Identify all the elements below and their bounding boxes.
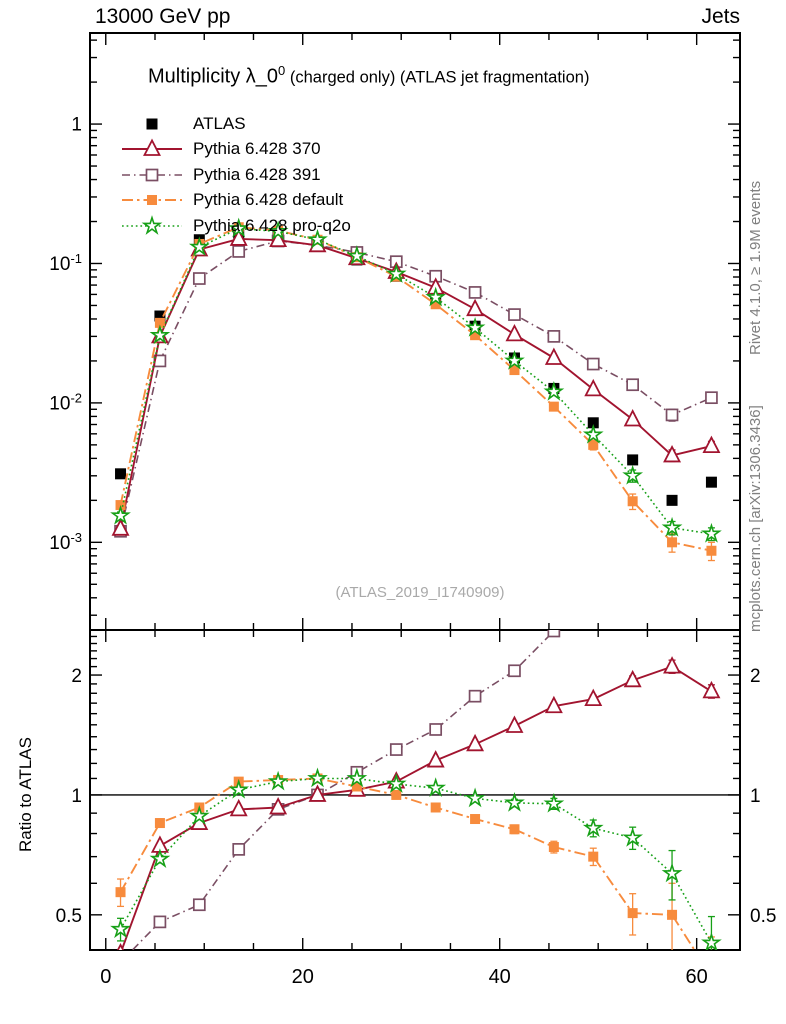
plot-title [148,63,589,89]
marker-p391 [509,665,520,676]
marker-pdef [431,802,441,812]
marker-p391 [588,359,599,370]
legend-sample-marker-pq2o [144,217,160,232]
marker-pq2o [467,790,483,805]
marker-pdef [667,537,677,547]
legend [120,111,351,239]
marker-p391 [194,273,205,284]
spectrum-y-tick-label [49,390,82,414]
line-p370-ratio [121,667,712,954]
legend-marker-pythia-391 [120,164,184,186]
tick-label-main: 0.5 [55,905,82,927]
ratio-y-tick-label-left [71,786,82,807]
tick-label-main: 0.5 [750,905,777,927]
analysis-id-watermark: (ATLAS_2019_I1740909) [335,584,505,601]
marker-pq2o [428,780,444,795]
spectrum-y-tick-label [49,530,82,554]
line-pdef-spectrum [121,227,712,551]
tick-label-exponent: -3 [70,529,82,545]
rivet-version-note: Rivet 4.1.0, ≥ 1.9M events [747,180,764,355]
legend-sample-marker-p391 [147,169,158,180]
marker-p391 [509,309,520,320]
marker-pdef [155,818,165,828]
legend-marker-glyph-p370 [145,141,160,156]
legend-row-pythia-370 [120,137,351,163]
marker-atlas [627,454,638,465]
marker-p370 [468,736,483,751]
marker-p370 [625,411,640,426]
marker-pdef [549,402,559,412]
tick-label-exponent: -1 [70,250,82,266]
marker-p370 [113,945,128,960]
ratio-series-layer [113,605,720,1024]
line-p391-ratio [121,605,574,962]
marker-p391 [548,331,559,342]
ratio-panel-frame [90,630,740,950]
marker-p370 [665,658,680,673]
tick-label-main: 10 [49,532,71,554]
tick-label-main: 1 [750,785,761,807]
legend-row-atlas [120,111,351,137]
marker-atlas [115,468,126,479]
marker-p391 [430,724,441,735]
legend-label-pythia-default: Pythia 6.428 default [193,190,344,210]
marker-p370 [546,349,561,364]
marker-pdef [116,887,126,897]
x-tick-label: 0 [100,966,112,988]
legend-marker-glyph-pdef [147,195,157,205]
marker-p391 [391,744,402,755]
marker-pdef [470,814,480,824]
legend-label-pythia-370: Pythia 6.428 370 [193,139,321,159]
legend-row-pythia-391 [120,162,351,188]
line-pdef-ratio [121,779,712,977]
spectrum-y-tick-label [71,115,82,136]
tick-label-main: 2 [750,666,761,688]
marker-pdef [667,910,677,920]
marker-pdef [391,790,401,800]
plot-title-suffix: (charged only) (ATLAS jet fragmentation) [285,68,590,87]
marker-atlas [706,477,717,488]
ratio-y-tick-label-right [750,906,776,927]
marker-p391 [233,246,244,257]
marker-pq2o [507,795,523,810]
marker-p391 [667,409,678,420]
analysis-group-label: Jets [701,5,740,28]
ratio-y-tick-label-left [56,906,82,927]
mcplots-arxiv-note: mcplots.cern.ch [arXiv:1306.3436] [747,405,764,632]
marker-p370 [704,438,719,453]
x-tick-label: 40 [488,966,511,988]
tick-label-main: 1 [71,785,82,807]
legend-label-pythia-391: Pythia 6.428 391 [193,164,321,184]
legend-sample-marker-p370 [145,141,160,156]
spectrum-y-tick-label [49,251,82,275]
x-tick-label: 20 [291,966,314,988]
legend-marker-atlas [120,113,184,135]
ratio-y-tick-label-right [750,786,761,807]
ratio-y-tick-label-left [71,666,82,687]
marker-p391 [154,916,165,927]
marker-p370 [586,381,601,396]
tick-label-main: 10 [49,253,71,275]
legend-row-pythia-default [120,188,351,214]
legend-sample-marker-atlas [147,118,158,129]
marker-pq2o [546,384,562,399]
legend-marker-glyph-p391 [147,169,158,180]
legend-marker-glyph-atlas [147,118,158,129]
legend-marker-pythia-370 [120,138,184,160]
marker-atlas [667,495,678,506]
marker-pq2o [270,773,286,788]
tick-label-main: 2 [71,666,82,688]
marker-p370 [468,301,483,316]
marker-p391 [548,626,559,637]
marker-p370 [231,801,246,816]
marker-p370 [704,683,719,698]
marker-pdef [706,972,716,982]
marker-p391 [470,287,481,298]
spectrum-series-layer [113,220,720,560]
tick-label-main: 1 [71,114,82,136]
legend-label-pythia-pro-q2o: Pythia 6.428 pro-q2o [193,215,351,235]
tick-label-exponent: -2 [70,390,82,406]
line-pq2o-ratio [121,779,712,943]
legend-marker-pythia-default [120,189,184,211]
marker-p391 [194,899,205,910]
legend-row-pythia-pro-q2o [120,213,351,239]
marker-p370 [507,717,522,732]
legend-sample-marker-pdef [147,195,157,205]
marker-p370 [507,326,522,341]
legend-marker-glyph-pq2o [144,217,160,232]
legend-label-atlas: ATLAS [193,113,246,133]
marker-pdef [706,546,716,556]
beam-energy-label: 13000 GeV pp [95,5,231,28]
line-p370-spectrum [121,239,712,529]
marker-pdef [588,852,598,862]
ratio-axis-label: Ratio to ATLAS [16,737,35,853]
marker-p370 [586,691,601,706]
marker-pdef [549,842,559,852]
ratio-y-tick-label-right [750,666,761,687]
marker-p391 [627,379,638,390]
legend-marker-pythia-pro-q2o [120,215,184,237]
marker-p391 [470,691,481,702]
plot-title-superscript: 0 [278,63,286,78]
tick-label-main: 10 [49,393,71,415]
marker-p391 [706,392,717,403]
ratio-series-p391 [115,605,574,968]
marker-pdef [509,824,519,834]
marker-p391 [115,957,126,968]
marker-pdef [628,496,638,506]
plot-title-main: Multiplicity λ_0 [148,65,279,88]
x-tick-label: 60 [685,966,708,988]
marker-pdef [628,908,638,918]
marker-p391 [233,844,244,855]
